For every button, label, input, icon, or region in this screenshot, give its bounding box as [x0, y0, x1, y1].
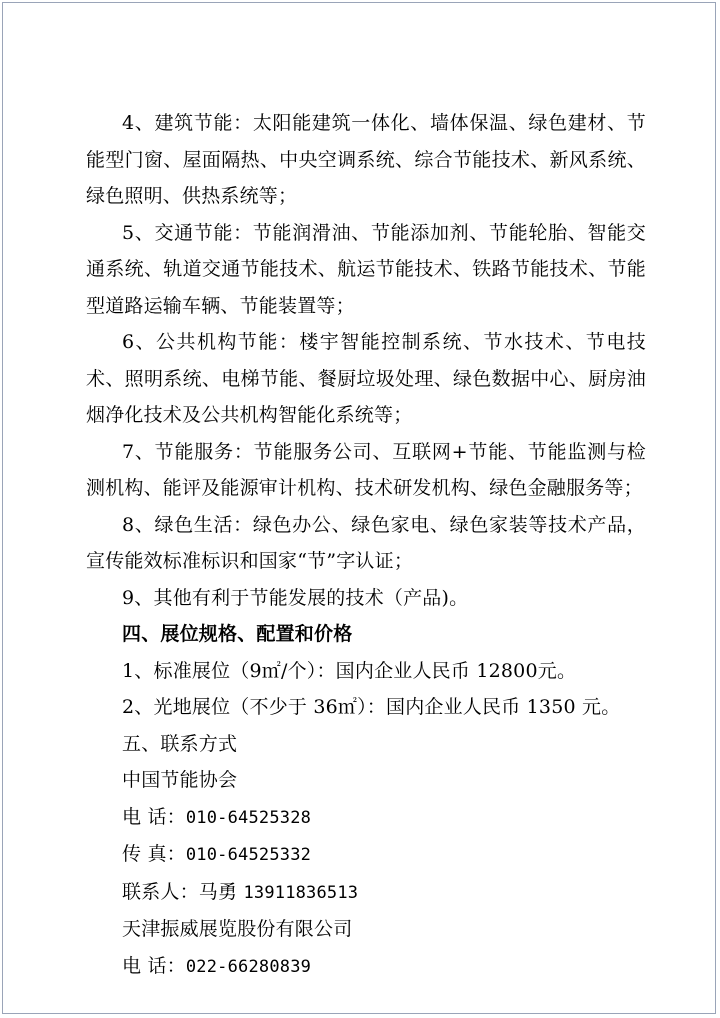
paragraph-energy-services: 7、节能服务：节能服务公司、互联网+节能、节能监测与检测机构、能评及能源审计机构、技术研发机构、绿色金融服务等；: [86, 440, 646, 499]
phone-label-2: 电 话：: [122, 954, 186, 977]
fax-label: 传 真：: [122, 843, 186, 865]
organizer-name-2: 天津振威展览股份有限公司: [122, 918, 353, 940]
section-heading-booth-pricing: 四、展位规格、配置和价格: [122, 623, 353, 645]
phone-line-2: [86, 948, 646, 986]
paragraph-green-living: 8、绿色生活：绿色办公、绿色家电、绿色家装等技术产品，宣传能效标准标识和国家“节”字认证；: [86, 513, 646, 572]
standard-booth-price: 1、标准展位（9㎡/个）：国内企业人民币 12800元。: [122, 659, 577, 682]
raw-space-booth-price: 2、光地展位（不少于 36㎡）：国内企业人民币 1350 元。: [122, 696, 621, 718]
contact-person-phone: 13911836513: [243, 882, 359, 903]
document-page: [2, 2, 716, 1014]
paragraph-transport-energy-saving: 5、交通节能：节能润滑油、节能添加剂、节能轮胎、智能交通系统、轨道交通节能技术、航运节能技术、铁路节能技术、节能型道路运输车辆、节能装置等；: [86, 221, 646, 317]
phone-line-1: [86, 799, 646, 837]
paragraph-building-energy-saving: 4、建筑节能：太阳能建筑一体化、墙体保温、绿色建材、节能型门窗、屋面隔热、中央空调系统、综合节能技术、新风系统、绿色照明、供热系统等；: [86, 112, 646, 207]
document-body: [86, 105, 646, 985]
organizer-name-1: 中国节能协会: [122, 769, 238, 791]
paragraph-public-institution-energy-saving: 6、公共机构节能：楼宇智能控制系统、节水技术、节电技术、照明系统、电梯节能、餐厨垃圾处理、绿色数据中心、厨房油烟净化技术及公共机构智能化系统等；: [86, 331, 646, 426]
phone-label-1: 电 话：: [122, 805, 186, 828]
phone-number-2: 022-66280839: [185, 956, 312, 977]
contact-person-label: 联系人：马勇: [122, 880, 244, 903]
section-heading-contact: 五、联系方式: [122, 732, 238, 755]
contact-person-line: [86, 874, 646, 912]
fax-number: 010-64525332: [185, 845, 312, 865]
fax-line: [86, 836, 646, 874]
phone-number-1: 010-64525328: [185, 807, 312, 828]
paragraph-other-technologies: 9、其他有利于节能发展的技术（产品)。: [122, 586, 469, 609]
